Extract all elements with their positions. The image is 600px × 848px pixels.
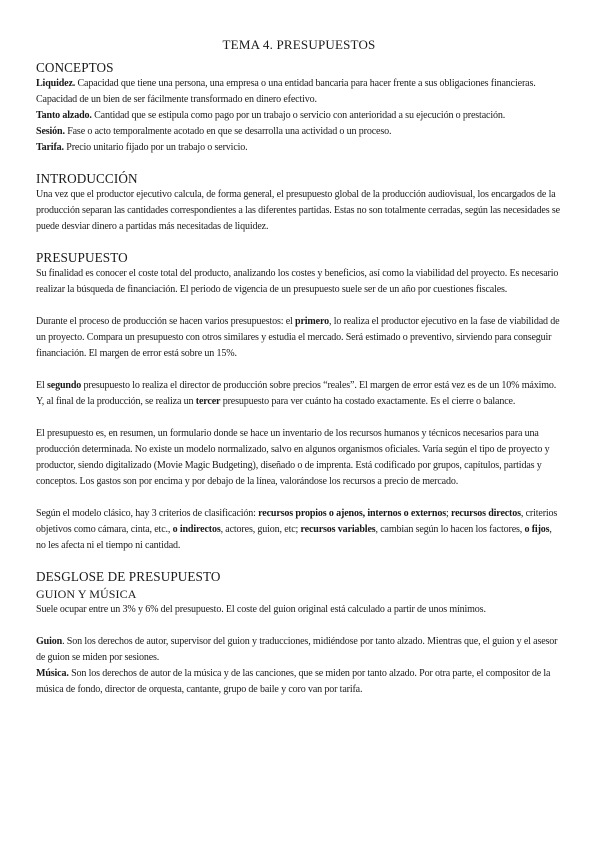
text-run: , no les afecta ni el tiempo ni cantidad. xyxy=(36,524,552,551)
presupuesto-paragraph-4: El presupuesto es, en resumen, un formulario donde se hace un inventario de los recursos humanos y técnicos necesarios para una producción determinada. No existe un modelo normalizado, salvo en algunos organismos oficiales. Varía según el tipo de proyecto y productor, siendo digitalizado (Movie Magic Budgeting), diseñado o de imprenta. Está codificado por grupos, capítulos, partidas y conceptos. Los gastos son por encima y por debajo de la línea, valorándose los recursos a precio de mercado. xyxy=(36,428,550,487)
section-heading-presupuesto: PRESUPUESTO xyxy=(36,250,128,265)
text-run: El xyxy=(36,380,47,391)
paragraph-gap xyxy=(36,410,562,426)
text-run: Según el modelo clásico, hay 3 criterios de clasificación: xyxy=(36,508,259,519)
document-title: TEMA 4. PRESUPUESTOS xyxy=(222,37,376,52)
concept-definition: Fase o acto temporalmente acotado en que se desarrolla una actividad o un proceso. xyxy=(64,126,392,137)
concept-tanto-alzado xyxy=(36,108,562,124)
desglose-musica xyxy=(36,666,562,698)
desglose-paragraph-1: Suele ocupar entre un 3% y 6% del presupuesto. El coste del guion original está calculado a partir de unos mínimos. xyxy=(36,604,486,615)
paragraph-gap xyxy=(36,298,562,314)
bold-term: Música. xyxy=(36,668,69,679)
bold-term: segundo xyxy=(47,380,82,391)
concept-term: Liquidez. xyxy=(36,78,76,89)
subsection-heading-guion-musica: GUION Y MÚSICA xyxy=(36,587,137,601)
presupuesto-paragraph-2 xyxy=(36,314,562,362)
paragraph-gap xyxy=(36,490,562,506)
bold-term: recursos propios o ajenos, internos o externos xyxy=(258,508,446,519)
text-run: , lo realiza el productor ejecutivo en la fase de viabilidad de un proyecto. Compara un presupuesto con otros similares y estudia el mercado. Será estimado o preventivo, sirviendo para conseguir financiación. El margen de error está sobre un 15%. xyxy=(36,316,560,359)
text-run: presupuesto lo realiza el director de producción sobre precios “reales”. El margen de error está vez es de un 10% máximo. Y, al final de la producción, se realiza un xyxy=(36,380,557,407)
text-run: presupuesto para ver cuánto ha costado exactamente. Es el cierre o balance. xyxy=(220,396,516,407)
presupuesto-paragraph-3 xyxy=(36,378,562,410)
text-run: , criterios objetivos como cámara, cinta, etc., xyxy=(36,508,558,535)
section-heading-desglose: DESGLOSE DE PRESUPUESTO xyxy=(36,569,221,584)
text-run: . Son los derechos de autor, supervisor del guion y traducciones, midiéndose por tanto alzado. Mientras que, el guion y el asesor de guion se miden por sesiones. xyxy=(36,636,558,663)
concept-definition: Capacidad que tiene una persona, una empresa o una entidad bancaria para hacer frente a sus obligaciones financieras. Capacidad de un bien de ser fácilmente transformado en dinero efectivo. xyxy=(36,78,536,105)
concept-definition: Cantidad que se estipula como pago por un trabajo o servicio con anterioridad a su ejecución o prestación. xyxy=(91,110,506,121)
paragraph-gap xyxy=(36,362,562,378)
text-run: , cambian según lo hacen los factores, xyxy=(375,524,525,535)
concept-term: Tarifa. xyxy=(36,142,64,153)
desglose-guion xyxy=(36,634,562,666)
presupuesto-paragraph-5 xyxy=(36,506,562,554)
bold-term: Guion xyxy=(36,636,63,647)
text-run: ; xyxy=(445,508,451,519)
presupuesto-paragraph-1: Su finalidad es conocer el coste total del producto, analizando los costes y beneficios, así como la viabilidad del proyecto. Es necesario realizar la búsqueda de financiación. El periodo de vigencia de un presupuesto suele ser de un año por cuestiones fiscales. xyxy=(36,268,559,295)
section-heading-introduccion: INTRODUCCIÓN xyxy=(36,171,138,186)
introduccion-paragraph: Una vez que el productor ejecutivo calcula, de forma general, el presupuesto global de la producción audiovisual, los encargados de la producción separan las cantidades correspondientes a las diferentes partidas. Estas no son totalmente cerradas, según las necesidades se puede desviar dinero a partidas más necesitadas de liquidez. xyxy=(36,189,560,232)
bold-term: primero xyxy=(295,316,329,327)
text-run: , actores, guion, etc; xyxy=(220,524,301,535)
concept-tarifa xyxy=(36,140,562,156)
concept-liquidez xyxy=(36,76,562,108)
bold-term: tercer xyxy=(195,396,221,407)
section-heading-conceptos: CONCEPTOS xyxy=(36,60,114,75)
concept-term: Sesión. xyxy=(36,126,65,137)
text-run: Son los derechos de autor de la música y de las canciones, que se miden por tanto alzado. Por otra parte, el compositor de la música de fondo, director de orquesta, cantante, grupo de baile y coro van por tarifa. xyxy=(36,668,551,695)
paragraph-gap xyxy=(36,618,562,634)
bold-term: o fijos xyxy=(524,524,550,535)
text-run: Durante el proceso de producción se hacen varios presupuestos: el xyxy=(36,316,296,327)
concept-term: Tanto alzado. xyxy=(36,110,92,121)
concept-definition: Precio unitario fijado por un trabajo o servicio. xyxy=(63,142,248,153)
bold-term: recursos directos xyxy=(450,508,521,519)
bold-term: o indirectos xyxy=(172,524,221,535)
concept-sesion xyxy=(36,124,562,140)
bold-term: recursos variables xyxy=(300,524,376,535)
